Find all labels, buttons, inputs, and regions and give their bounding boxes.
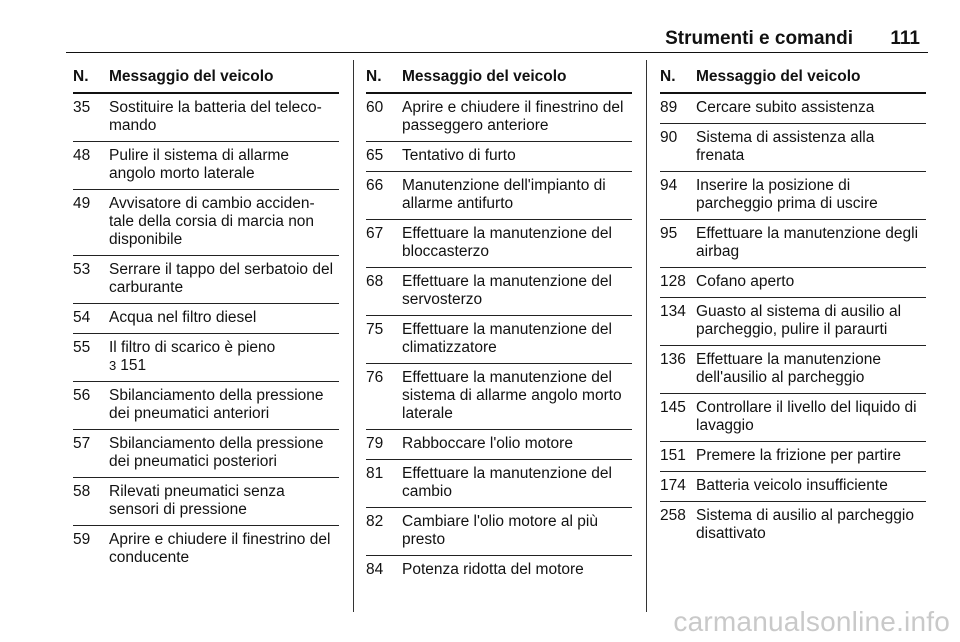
message-text: Effettuare la manutenzione degli airbag	[696, 225, 919, 260]
message-text: Cercare subito assistenza	[696, 99, 875, 116]
message-text: Effettuare la manutenzione del sistema di allarme angolo morto laterale	[402, 369, 622, 422]
message-text-cell	[696, 507, 926, 543]
message-number: 53	[73, 261, 91, 278]
table-row	[73, 142, 339, 190]
table-row	[73, 94, 339, 142]
message-number: 59	[73, 531, 91, 548]
table-row	[660, 220, 926, 268]
message-text-cell	[696, 177, 926, 213]
message-text-cell	[402, 99, 632, 135]
message-text-cell	[696, 303, 926, 339]
message-number: 134	[660, 303, 686, 320]
message-text: Cofano aperto	[696, 273, 795, 290]
message-number: 81	[366, 465, 384, 482]
column-divider	[353, 60, 354, 612]
message-text-cell	[402, 465, 632, 501]
message-number: 67	[366, 225, 384, 242]
message-text: Aprire e chiudere il finestrino del conducente	[109, 531, 331, 566]
message-number: 94	[660, 177, 678, 194]
table-row	[366, 460, 632, 508]
table-row	[660, 298, 926, 346]
page-header	[66, 0, 928, 53]
table-body	[73, 94, 339, 573]
message-text-cell	[402, 147, 632, 165]
table-row	[73, 526, 339, 573]
page-reference-icon: 3	[109, 358, 117, 373]
table-header	[73, 68, 339, 94]
table-row	[366, 172, 632, 220]
message-text-cell	[696, 351, 926, 387]
message-text: Tentativo di furto	[402, 147, 516, 164]
table-row	[660, 394, 926, 442]
table-body	[366, 94, 632, 585]
message-number: 66	[366, 177, 384, 194]
message-text-cell	[696, 273, 926, 291]
message-text: Sistema di assistenza alla frenata	[696, 129, 875, 164]
message-number: 89	[660, 99, 678, 116]
message-text: Batteria veicolo insufficiente	[696, 477, 888, 494]
message-text: Guasto al sistema di ausilio al parcheggio, pulire il paraurti	[696, 303, 902, 338]
table-row	[660, 94, 926, 124]
table-row	[660, 502, 926, 549]
message-number: 49	[73, 195, 91, 212]
message-number: 35	[73, 99, 91, 116]
message-text: Controllare il livello del liquido di lavaggio	[696, 399, 917, 434]
header-number: N.	[660, 68, 676, 85]
message-text: Il filtro di scarico è pieno	[109, 339, 276, 356]
message-number: 136	[660, 351, 686, 368]
message-column-3	[660, 68, 926, 549]
message-text: Potenza ridotta del motore	[402, 561, 584, 578]
table-row	[366, 94, 632, 142]
header-message: Messaggio del veicolo	[402, 68, 567, 85]
message-text: Serrare il tappo del serbatoio del carburante	[109, 261, 334, 296]
header-message: Messaggio del veicolo	[109, 68, 274, 85]
message-number: 58	[73, 483, 91, 500]
header-number: N.	[73, 68, 89, 85]
table-row	[366, 316, 632, 364]
table-row	[73, 478, 339, 526]
column-divider	[646, 60, 647, 612]
message-text-cell	[109, 339, 339, 375]
page-number: 111	[890, 28, 920, 49]
message-number: 68	[366, 273, 384, 290]
message-text-cell	[402, 435, 632, 453]
message-number: 56	[73, 387, 91, 404]
table-row	[366, 430, 632, 460]
message-number: 151	[660, 447, 686, 464]
header-number: N.	[366, 68, 382, 85]
message-number: 76	[366, 369, 384, 386]
table-row	[73, 190, 339, 256]
message-number: 145	[660, 399, 686, 416]
message-text: Effettuare la manutenzione del bloccasterzo	[402, 225, 612, 260]
watermark: carmanualsonline.info	[673, 606, 950, 637]
table-row	[660, 172, 926, 220]
message-text: Effettuare la manutenzione del servosterzo	[402, 273, 612, 308]
message-text-cell	[109, 531, 339, 567]
table-row	[660, 124, 926, 172]
message-number: 55	[73, 339, 91, 356]
message-text-cell	[109, 435, 339, 471]
message-text-cell	[402, 273, 632, 309]
message-number: 79	[366, 435, 384, 452]
message-text: Rilevati pneumatici senza sensori di pressione	[109, 483, 285, 518]
message-text-cell	[402, 561, 632, 579]
message-number: 95	[660, 225, 678, 242]
table-row	[660, 346, 926, 394]
message-number: 82	[366, 513, 384, 530]
message-text-cell	[696, 99, 926, 117]
message-text-cell	[109, 99, 339, 135]
message-number: 65	[366, 147, 384, 164]
message-text-cell	[696, 399, 926, 435]
table-body	[660, 94, 926, 549]
message-text: Avvisatore di cambio acciden-tale della corsia di marcia non disponibile	[109, 195, 315, 248]
message-text-cell	[109, 195, 339, 249]
message-text: Sostituire la batteria del teleco-mando	[109, 99, 322, 134]
message-text-cell	[109, 309, 339, 327]
message-number: 54	[73, 309, 91, 326]
message-text-cell	[402, 321, 632, 357]
message-number: 84	[366, 561, 384, 578]
message-text-cell	[696, 225, 926, 261]
message-text-cell	[109, 387, 339, 423]
message-text: Acqua nel filtro diesel	[109, 309, 257, 326]
message-number: 75	[366, 321, 384, 338]
message-text-cell	[696, 447, 926, 465]
message-text: Manutenzione dell'impianto di allarme antifurto	[402, 177, 606, 212]
message-text: Effettuare la manutenzione del cambio	[402, 465, 612, 500]
message-number: 48	[73, 147, 91, 164]
message-text: Cambiare l'olio motore al più presto	[402, 513, 598, 548]
message-text-cell	[109, 261, 339, 297]
table-row	[73, 430, 339, 478]
message-text: Aprire e chiudere il finestrino del passeggero anteriore	[402, 99, 624, 134]
message-text-cell	[109, 483, 339, 519]
message-text: Rabboccare l'olio motore	[402, 435, 573, 452]
message-text: Sistema di ausilio al parcheggio disattivato	[696, 507, 914, 542]
message-text-cell	[696, 477, 926, 495]
message-text: Sbilanciamento della pressione dei pneumatici posteriori	[109, 435, 324, 470]
message-text-cell	[402, 225, 632, 261]
message-number: 258	[660, 507, 686, 524]
message-number: 174	[660, 477, 686, 494]
message-text-cell	[402, 177, 632, 213]
table-row	[660, 268, 926, 298]
message-number: 90	[660, 129, 678, 146]
table-row	[660, 442, 926, 472]
message-text: Effettuare la manutenzione del climatizzatore	[402, 321, 612, 356]
table-row	[73, 382, 339, 430]
message-text-cell	[696, 129, 926, 165]
table-row	[366, 508, 632, 556]
header-message: Messaggio del veicolo	[696, 68, 861, 85]
table-row	[366, 220, 632, 268]
table-row	[366, 364, 632, 430]
message-column-1	[73, 68, 339, 573]
message-text: Pulire il sistema di allarme angolo morto laterale	[109, 147, 290, 182]
page-title: Strumenti e comandi	[665, 28, 853, 49]
message-text: Effettuare la manutenzione dell'ausilio al parcheggio	[696, 351, 881, 386]
message-text: Inserire la posizione di parcheggio prima di uscire	[696, 177, 878, 212]
table-row	[366, 268, 632, 316]
table-header	[366, 68, 632, 94]
message-text-cell	[402, 369, 632, 423]
table-row	[366, 556, 632, 585]
table-row	[73, 334, 339, 382]
table-row	[73, 304, 339, 334]
message-text: Premere la frizione per partire	[696, 447, 902, 464]
message-number: 60	[366, 99, 384, 116]
message-column-2	[366, 68, 632, 585]
message-text-cell	[402, 513, 632, 549]
message-number: 128	[660, 273, 686, 290]
message-text: Sbilanciamento della pressione dei pneumatici anteriori	[109, 387, 324, 422]
page-reference[interactable]: 151	[120, 357, 147, 374]
table-header	[660, 68, 926, 94]
message-text-cell	[109, 147, 339, 183]
table-row	[366, 142, 632, 172]
table-row	[73, 256, 339, 304]
message-number: 57	[73, 435, 91, 452]
table-row	[660, 472, 926, 502]
